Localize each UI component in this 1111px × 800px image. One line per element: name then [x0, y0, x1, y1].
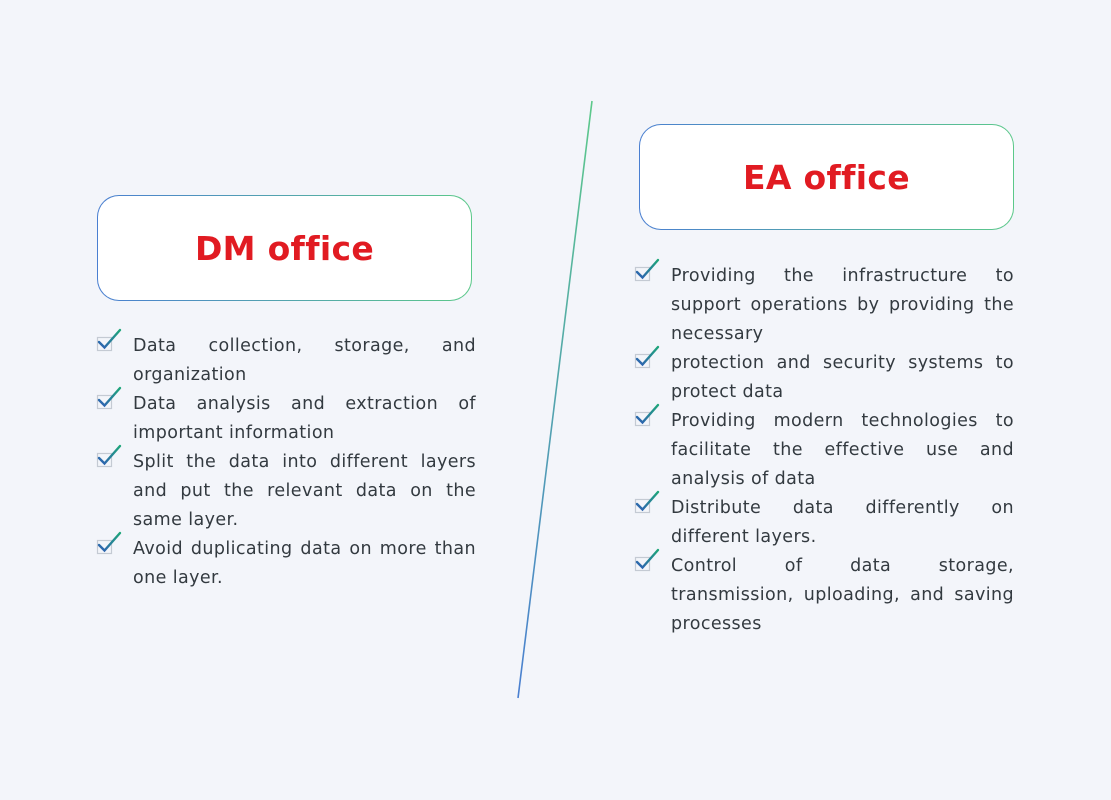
list-item-text: Providing the infrastructure to support operations by providing the necessary: [671, 266, 1014, 344]
checkbox-checked-icon: [634, 258, 660, 284]
list-item: [96, 390, 476, 448]
dm-office-title: DM office: [194, 228, 375, 268]
list-item: [634, 552, 1014, 639]
list-item-text: Data analysis and extraction of important information: [133, 394, 476, 443]
list-item: [96, 332, 476, 390]
list-item-text: Avoid duplicating data on more than one layer.: [133, 539, 476, 588]
list-item: [96, 448, 476, 535]
ea-office-list: [634, 262, 1014, 639]
list-item: [96, 535, 476, 593]
list-item-text: protection and security systems to protect data: [671, 353, 1014, 402]
list-item: [634, 349, 1014, 407]
checkbox-checked-icon: [634, 548, 660, 574]
list-item: [634, 494, 1014, 552]
dm-office-list: [96, 332, 476, 593]
checkbox-checked-icon: [634, 403, 660, 429]
list-item-text: Data collection, storage, and organization: [133, 336, 476, 385]
list-item-text: Providing modern technologies to facilitate the effective use and analysis of data: [671, 411, 1014, 489]
list-item-text: Distribute data differently on different layers.: [671, 498, 1014, 547]
list-item: [634, 262, 1014, 349]
checkbox-checked-icon: [96, 328, 122, 354]
ea-office-title: EA office: [743, 157, 910, 197]
list-item-text: Control of data storage, transmission, uploading, and saving processes: [671, 556, 1014, 634]
ea-office-title-box: [639, 124, 1014, 230]
list-item-text: Split the data into different layers and put the relevant data on the same layer.: [133, 452, 476, 530]
list-item: [634, 407, 1014, 494]
checkbox-checked-icon: [96, 386, 122, 412]
checkbox-checked-icon: [634, 345, 660, 371]
checkbox-checked-icon: [96, 444, 122, 470]
checkbox-checked-icon: [634, 490, 660, 516]
checkbox-checked-icon: [96, 531, 122, 557]
dm-office-title-box: [97, 195, 472, 301]
